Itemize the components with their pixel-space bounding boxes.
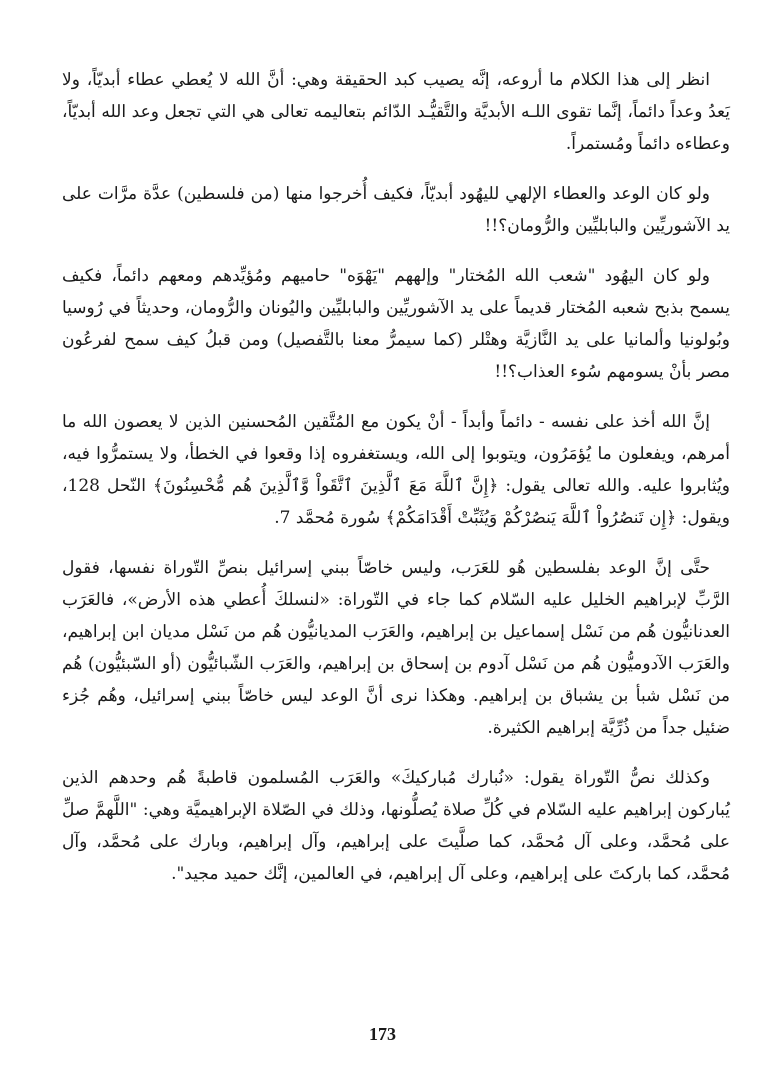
paragraph-4: إنَّ الله أخذ على نفسه - دائماً وأبداً - أنْ يكون مع المُتَّقين المُحسنين الذين لا يعصون الله ما أمرهم، ويفعلون ما يُؤمَرُون، ويتوبوا إلى الله، ويستغفروه إذا وقعوا في الخطأ، ولا يستمرُّوا فيه، ويُثابروا عليه. والله تعالى يقول: ﴿إِنَّ ٱللَّهَ مَعَ ٱلَّذِينَ ٱتَّقَواْ وَّٱلَّذِينَ هُم مُّحْسِنُونَ﴾ النّحل 128، ويقول: ﴿إِن تَنصُرُواْ ٱللَّهَ يَنصُرْكُمْ وَيُثَبِّتْ أَقْدَامَكُمْ﴾ سُورة مُحمَّد 7. [62, 412, 730, 528]
paragraph-6: وكذلك نصُّ التّوراة يقول: «نُبارك مُباركيكَ» والعَرَب المُسلمون قاطبةً هُم وحدهم الذين يُباركون إبراهيم عليه السّلام في كُلِّ صلاة يُصلُّونها، وذلك في الصّلاة الإبراهيميَّة وهي: "اللَّهمَّ صلِّ على مُحمَّد، وعلى آل مُحمَّد، كما صلَّيتَ على إبراهيم، وآل إبراهيم، وبارك على مُحمَّد، وآل مُحمَّد، كما باركتَ على إبراهيم، وعلى آل إبراهيم، في العالمين، إنَّك حميد مجيد". [62, 768, 730, 884]
body-text [62, 64, 730, 908]
paragraph-3: ولو كان اليهُود "شعب الله المُختار" وإلههم "يَهْوَه" حاميهم ومُؤيِّدهم ومعهم دائماً، فكيف يسمح بذبح شعبه المُختار قديماً على يد الآشوريِّين والبابليِّين واليُونان والرُّومان، وحديثاً في رُوسيا وبُولونيا وألمانيا على يد النَّازيَّة وهتْلر (كما سيمرُّ معنا بالتَّفصيل) ومن قبلُ كيف سمح لفرعُون مصر بأنْ يسومهم سُوء العذاب؟!! [62, 266, 730, 382]
paragraph-2: ولو كان الوعد والعطاء الإلهي لليهُود أبديّاً، فكيف أُخرجوا منها (من فلسطين) عدَّة مرَّات على يد الآشوريِّين والبابليِّين والرُّومان؟!! [62, 184, 730, 236]
page-number: 173 [369, 1024, 396, 1044]
paragraph-1: انظر إلى هذا الكلام ما أروعه، إنَّه يصيب كبد الحقيقة وهي: أنَّ الله لا يُعطي عطاء أبديّاً، ولا يَعدُ وعداً دائماً، إنَّما تقوى اللـه الأبديَّة والتَّقيُّـد الدّائم بتعاليمه تعالى هي التي تجعل وعد الله أبديّاً، وعطاءه دائماً ومُستمراً. [62, 70, 730, 154]
paragraph-5: حتَّى إنَّ الوعد بفلسطين هُو للعَرَب، وليس خاصّاً ببني إسرائيل بنصِّ التّوراة نفسها، فقول الرَّبِّ لإبراهيم الخليل عليه السّلام كما جاء في التّوراة: «لنسلكَ أُعطي هذه الأرض»، فالعَرَب العدنانيُّون هُم من نَسْل إسماعيل بن إبراهيم، والعَرَب المديانيُّون هُم من نَسْل مديان ابن إبراهيم، والعَرَب الآدوميُّون هُم من نَسْل آدوم بن إسحاق بن إبراهيم، والعَرَب الشّبائيُّون (أو السّبئيُّون) هُم من نَسْل شبأ بن يشباق بن إبراهيم. وهكذا نرى أنَّ الوعد ليس خاصّاً ببني إسرائيل، وهُم جُزء ضئيل جداً من ذُرِّيَّة إبراهيم الكثيرة. [62, 558, 730, 738]
